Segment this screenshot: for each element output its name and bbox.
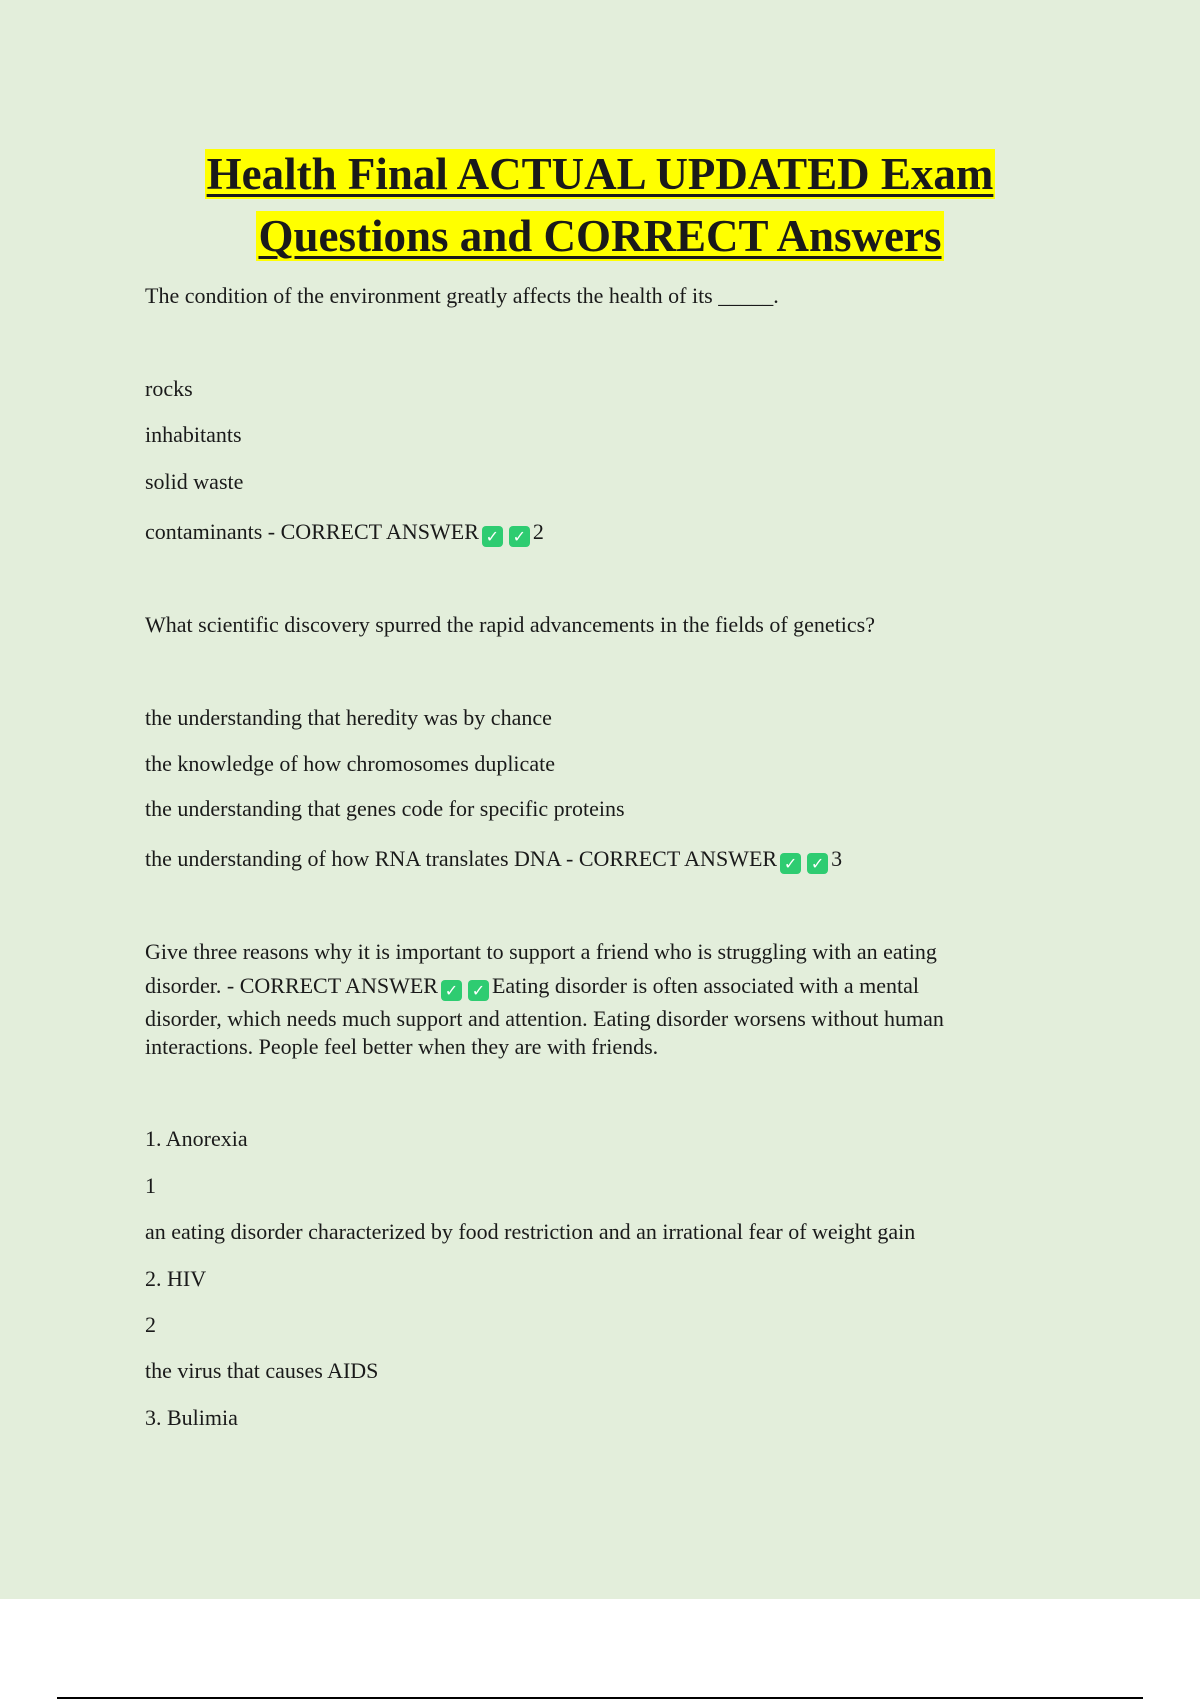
matching-number-2: 2 xyxy=(145,1312,156,1337)
check-mark-icon: ✓ xyxy=(441,980,462,1001)
check-mark-icon: ✓ xyxy=(482,526,503,547)
question-3-line-4: interactions. People feel better when they are with friends. xyxy=(145,1034,659,1059)
question-1-answer: 2 xyxy=(532,519,544,544)
question-1-answer-line xyxy=(145,519,544,547)
title-line-1: Health Final ACTUAL UPDATED Exam xyxy=(206,149,994,199)
question-3-line-1: Give three reasons why it is important to support a friend who is struggling with an eating xyxy=(145,939,937,964)
question-1-option-3: solid waste xyxy=(145,469,244,494)
question-3-line-2 xyxy=(145,973,919,1001)
matching-term-2: 2. HIV xyxy=(145,1266,207,1291)
question-2-text: What scientific discovery spurred the rapid advancements in the fields of genetics? xyxy=(145,612,876,637)
question-3-line-3: disorder, which needs much support and attention. Eating disorder worsens without human xyxy=(145,1006,944,1031)
question-2-answer-line xyxy=(145,846,842,874)
check-mark-icon: ✓ xyxy=(509,526,530,547)
question-3-answer-text: Eating disorder is often associated with a mental xyxy=(491,973,919,998)
question-2-option-4: the understanding of how RNA translates DNA - CORRECT ANSWER xyxy=(145,846,778,871)
matching-number-1: 1 xyxy=(145,1173,156,1198)
question-2-option-1: the understanding that heredity was by chance xyxy=(145,705,552,730)
question-2-option-3: the understanding that genes code for specific proteins xyxy=(145,796,625,821)
check-mark-icon: ✓ xyxy=(780,853,801,874)
page-footer-divider xyxy=(57,1697,1143,1699)
question-1-option-2: inhabitants xyxy=(145,422,242,447)
title-line-2: Questions and CORRECT Answers xyxy=(258,211,942,261)
matching-definition-2: the virus that causes AIDS xyxy=(145,1358,379,1383)
question-3-answer-prefix: disorder. - CORRECT ANSWER xyxy=(145,973,438,998)
question-1-option-1: rocks xyxy=(145,376,193,401)
question-1-option-4: contaminants - CORRECT ANSWER xyxy=(145,519,479,544)
question-2-option-2: the knowledge of how chromosomes duplicate xyxy=(145,751,555,776)
matching-term-1: 1. Anorexia xyxy=(145,1126,248,1151)
check-mark-icon: ✓ xyxy=(807,853,828,874)
question-1-text: The condition of the environment greatly affects the health of its _____. xyxy=(145,283,779,308)
document-title xyxy=(0,143,1200,267)
matching-term-3: 3. Bulimia xyxy=(145,1405,238,1430)
check-mark-icon: ✓ xyxy=(468,980,489,1001)
matching-definition-1: an eating disorder characterized by food restriction and an irrational fear of weight gain xyxy=(145,1219,916,1244)
question-2-answer: 3 xyxy=(831,846,843,871)
